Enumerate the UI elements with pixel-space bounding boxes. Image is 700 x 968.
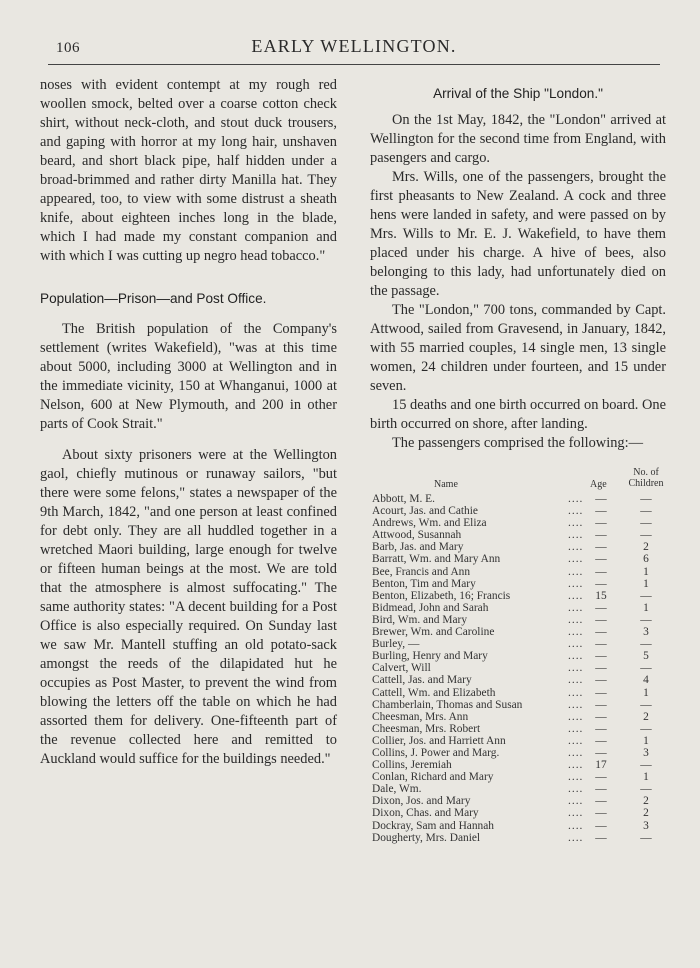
passenger-name: Dixon, Jos. and Mary: [372, 795, 471, 808]
passenger-children: 5: [643, 650, 649, 663]
left-column: [40, 76, 337, 769]
leader-dots: ....: [568, 577, 584, 590]
passenger-children: —: [640, 698, 652, 711]
passenger-children: —: [640, 529, 652, 542]
passenger-children: —: [640, 662, 652, 675]
table-body: [370, 493, 666, 844]
leader-dots: ....: [568, 795, 584, 808]
passenger-age: —: [595, 831, 607, 844]
passenger-children: —: [640, 783, 652, 796]
table-row: [370, 578, 666, 590]
table-row: [370, 662, 666, 674]
passenger-name: Dixon, Chas. and Mary: [372, 807, 479, 820]
table-row: [370, 602, 666, 614]
passenger-children: —: [640, 613, 652, 626]
leader-dots: ....: [568, 553, 584, 566]
leader-dots: ....: [568, 771, 584, 784]
passenger-age: —: [595, 638, 607, 651]
table-row: [370, 650, 666, 662]
passenger-children: 6: [643, 553, 649, 566]
leader-dots: ....: [568, 819, 584, 832]
leader-dots: ....: [568, 650, 584, 663]
passenger-children: —: [640, 517, 652, 530]
table-row: [370, 699, 666, 711]
leader-dots: ....: [568, 626, 584, 639]
left-paragraph-1: noses with evident contempt at my rough red woollen smock, belted over a coarse cotton check shirt, without neck-cloth, and stout duck trousers, and gaping with horror at my long hair, unshaven beard, and short black pipe, half hidden under a broad-brimmed and rather dirty Manilla hat. They appeared, too, to view with some distrust a sheath knife, about eighteen inches long in the blade, which I had made my constant companion and with which I was cutting up negro head tobacco.": [40, 77, 337, 264]
table-row: [370, 783, 666, 795]
right-paragraph-1: On the 1st May, 1842, the "London" arrived at Wellington for the second time from England, with pasengers and cargo.: [370, 112, 666, 166]
passenger-table: [370, 467, 666, 844]
column-header-children: No. of Children: [628, 467, 664, 489]
running-title: EARLY WELLINGTON.: [251, 36, 457, 56]
passenger-children: —: [640, 759, 652, 772]
table-row: [370, 795, 666, 807]
table-row: [370, 493, 666, 505]
table-row: [370, 517, 666, 529]
table-row: [370, 807, 666, 819]
leader-dots: ....: [568, 698, 584, 711]
passenger-name: Conlan, Richard and Mary: [372, 771, 494, 784]
table-row: [370, 735, 666, 747]
right-paragraph-5: The passengers comprised the following:—: [392, 435, 643, 451]
passenger-name: Cattell, Jas. and Mary: [372, 674, 472, 687]
table-row: [370, 553, 666, 565]
passenger-age: —: [595, 541, 607, 554]
passenger-children: 1: [643, 734, 649, 747]
passenger-name: Barratt, Wm. and Mary Ann: [372, 553, 501, 566]
table-row: [370, 820, 666, 832]
leader-dots: ....: [568, 601, 584, 614]
leader-dots: ....: [568, 529, 584, 542]
column-header-name: Name: [434, 479, 458, 490]
passenger-age: —: [595, 565, 607, 578]
table-header: [370, 467, 666, 493]
passenger-age: —: [595, 529, 607, 542]
passenger-name: Bird, Wm. and Mary: [372, 613, 468, 626]
table-row: [370, 505, 666, 517]
passenger-name: Burling, Henry and Mary: [372, 650, 488, 663]
leader-dots: ....: [568, 565, 584, 578]
passenger-children: 2: [643, 710, 649, 723]
passenger-name: Cheesman, Mrs. Ann: [372, 710, 469, 723]
leader-dots: ....: [568, 493, 584, 505]
passenger-children: —: [640, 493, 652, 505]
passenger-children: —: [640, 505, 652, 518]
leader-dots: ....: [568, 686, 584, 699]
passenger-age: —: [595, 710, 607, 723]
section-heading-london: Arrival of the Ship "London.": [433, 86, 603, 101]
table-row: [370, 832, 666, 844]
passenger-children: 1: [643, 686, 649, 699]
section-heading-population: Population—Prison—and Post Office.: [40, 291, 267, 306]
leader-dots: ....: [568, 746, 584, 759]
passenger-children: 3: [643, 819, 649, 832]
passenger-name: Barb, Jas. and Mary: [372, 541, 464, 554]
passenger-age: —: [595, 722, 607, 735]
passenger-name: Benton, Tim and Mary: [372, 577, 476, 590]
table-row: [370, 566, 666, 578]
passenger-age: —: [595, 771, 607, 784]
table-row: [370, 614, 666, 626]
leader-dots: ....: [568, 783, 584, 796]
column-header-age: Age: [590, 479, 607, 490]
passenger-children: —: [640, 589, 652, 602]
passenger-age: —: [595, 795, 607, 808]
table-row: [370, 674, 666, 686]
table-row: [370, 711, 666, 723]
passenger-name: Bidmead, John and Sarah: [372, 601, 489, 614]
table-row: [370, 723, 666, 735]
passenger-name: Acourt, Jas. and Cathie: [372, 505, 478, 518]
passenger-age: —: [595, 662, 607, 675]
passenger-name: Abbott, M. E.: [372, 493, 435, 505]
passenger-children: 1: [643, 601, 649, 614]
passenger-name: Dougherty, Mrs. Daniel: [372, 831, 481, 844]
passenger-name: Collins, Jeremiah: [372, 759, 452, 772]
leader-dots: ....: [568, 710, 584, 723]
passenger-age: —: [595, 746, 607, 759]
passenger-age: —: [595, 686, 607, 699]
passenger-name: Dockray, Sam and Hannah: [372, 819, 494, 832]
leader-dots: ....: [568, 807, 584, 820]
passenger-name: Benton, Elizabeth, 16; Francis: [372, 589, 511, 602]
page-number: 106: [56, 40, 80, 56]
passenger-children: 2: [643, 541, 649, 554]
table-row: [370, 529, 666, 541]
leader-dots: ....: [568, 831, 584, 844]
passenger-age: —: [595, 734, 607, 747]
passenger-age: —: [595, 517, 607, 530]
passenger-name: Cattell, Wm. and Elizabeth: [372, 686, 496, 699]
leader-dots: ....: [568, 505, 584, 518]
table-row: [370, 626, 666, 638]
passenger-children: —: [640, 831, 652, 844]
table-row: [370, 759, 666, 771]
passenger-age: 17: [595, 759, 607, 772]
leader-dots: ....: [568, 722, 584, 735]
table-row: [370, 687, 666, 699]
left-paragraph-3: About sixty prisoners were at the Wellington gaol, chiefly mutinous or runaway sailors, "but there were some felons," states a newspaper of the 9th March, 1842, "and one person at least confined for debt only. They are all huddled together in a wretched Maori building, large enough for twelve or fifteen human beings at the most. We are told that the atmosphere is almost suffocating." The same authority states: "A decent building for a Post Office is also especially required. On Sunday last we saw Mr. Mantell stuffing an old potato-sack amongst the reeds of the dilapidated hut he occupies as Post Master, to prevent the wind from blowing the letters off the table on which he had assorted them for delivery. One-fifteenth part of the revenue collected here and remitted to Auckland would suffice for the buildings needed.": [40, 447, 337, 767]
right-column: [370, 76, 666, 844]
table-row: [370, 747, 666, 759]
leader-dots: ....: [568, 517, 584, 530]
table-row: [370, 771, 666, 783]
leader-dots: ....: [568, 638, 584, 651]
passenger-children: 2: [643, 807, 649, 820]
passenger-children: 3: [643, 746, 649, 759]
passenger-age: —: [595, 783, 607, 796]
passenger-children: 4: [643, 674, 649, 687]
right-paragraph-2: Mrs. Wills, one of the passengers, brought the first pheasants to New Zealand. A cock and three hens were landed in safety, and were passed on by Mrs. Wills to Mr. E. J. Wakefield, to have them placed under his charge. A hive of bees, also belonging to this lady, had unfortunately died on the passage.: [370, 169, 666, 299]
leader-dots: ....: [568, 759, 584, 772]
leader-dots: ....: [568, 734, 584, 747]
passenger-name: Dale, Wm.: [372, 783, 422, 796]
passenger-age: 15: [595, 589, 607, 602]
passenger-name: Collier, Jos. and Harriett Ann: [372, 734, 506, 747]
passenger-children: —: [640, 638, 652, 651]
table-row: [370, 590, 666, 602]
passenger-age: —: [595, 493, 607, 505]
passenger-children: 1: [643, 771, 649, 784]
passenger-age: —: [595, 577, 607, 590]
leader-dots: ....: [568, 674, 584, 687]
header-rule: [48, 64, 660, 65]
passenger-children: 2: [643, 795, 649, 808]
table-row: [370, 638, 666, 650]
right-paragraph-4: 15 deaths and one birth occurred on board. One birth occurred on shore, after landing.: [370, 397, 666, 432]
passenger-children: 1: [643, 565, 649, 578]
passenger-children: 3: [643, 626, 649, 639]
leader-dots: ....: [568, 613, 584, 626]
passenger-age: —: [595, 698, 607, 711]
table-row: [370, 541, 666, 553]
passenger-name: Collins, J. Power and Marg.: [372, 746, 500, 759]
passenger-age: —: [595, 553, 607, 566]
passenger-name: Andrews, Wm. and Eliza: [372, 517, 487, 530]
passenger-name: Attwood, Susannah: [372, 529, 462, 542]
passenger-age: —: [595, 613, 607, 626]
passenger-name: Burley, —: [372, 638, 420, 651]
left-paragraph-2: The British population of the Company's settlement (writes Wakefield), "was at this time about 5000, including 3000 at Wellington and in the immediate vicinity, 150 at Whanganui, 1000 at Nelson, 600 at New Plymouth, and 200 in other parts of Cook Strait.": [40, 321, 337, 432]
page-header: [48, 36, 660, 62]
passenger-children: 1: [643, 577, 649, 590]
passenger-age: —: [595, 650, 607, 663]
passenger-name: Brewer, Wm. and Caroline: [372, 626, 495, 639]
passenger-age: —: [595, 601, 607, 614]
passenger-children: —: [640, 722, 652, 735]
passenger-name: Calvert, Will: [372, 662, 431, 675]
leader-dots: ....: [568, 662, 584, 675]
leader-dots: ....: [568, 541, 584, 554]
passenger-age: —: [595, 674, 607, 687]
passenger-name: Cheesman, Mrs. Robert: [372, 722, 481, 735]
passenger-name: Bee, Francis and Ann: [372, 565, 471, 578]
right-paragraph-3: The "London," 700 tons, commanded by Capt. Attwood, sailed from Gravesend, in January, 1842, with 55 married couples, 14 single men, 13 single women, 24 children under fourteen, and 15 under seven.: [370, 302, 666, 394]
passenger-age: —: [595, 819, 607, 832]
leader-dots: ....: [568, 589, 584, 602]
passenger-name: Chamberlain, Thomas and Susan: [372, 698, 523, 711]
passenger-age: —: [595, 807, 607, 820]
passenger-age: —: [595, 626, 607, 639]
passenger-age: —: [595, 505, 607, 518]
